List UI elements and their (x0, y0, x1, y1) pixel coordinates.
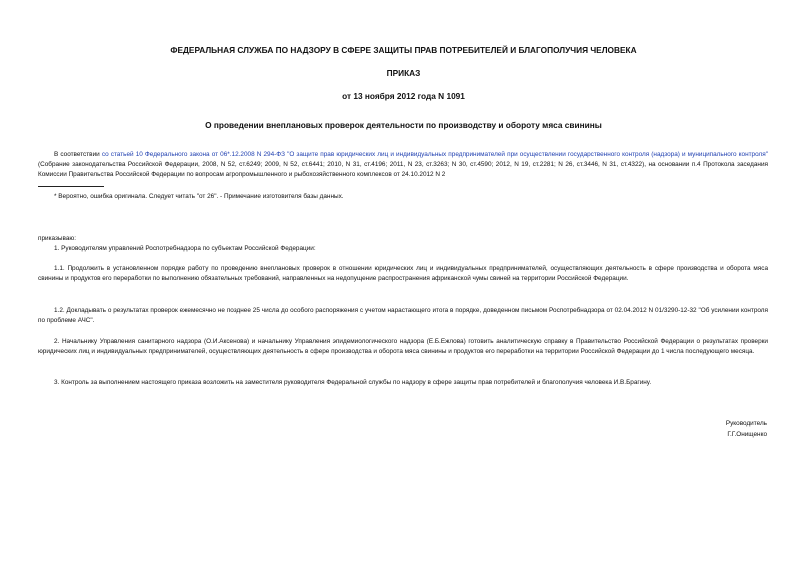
doc-type-heading: ПРИКАЗ (386, 68, 421, 78)
item-1-1: 1.1. Продолжить в установленном порядке работу по проведению внеплановых проверок в отношении юридических лиц и индивидуальных предпринимателей, осуществляющих деятельность в сфере производства и оборота мяса свинины и продуктов его переработки по выполнению обязательных требований, направленных на недопущение распространения африканской чумы свиней на территории Российской Федерации. (38, 265, 768, 283)
order-word: приказываю: (38, 235, 76, 242)
item-2: 2. Начальнику Управления санитарного надзора (О.И.Аксенова) и начальнику Управления эпидемиологического надзора (Е.Б.Ежлова) готовить аналитическую справку в Правительство Российской Федерации о результатах проверки юридических лиц и индивидуальных предпринимателей, осуществляющих деятельность в сфере производства и оборота мяса свинины и продуктов его переработки на территории Российской Федерации до 1 числа последующего месяца. (38, 338, 768, 356)
footnote: * Вероятно, ошибка оригинала. Следует читать "от 26". - Примечание изготовителя базы данных. (54, 193, 344, 200)
law-link[interactable]: со статьей 10 Федерального закона от 06*.12.2008 N 294-ФЗ "О защите прав юридических лиц и индивидуальных предпринимателей при осуществлении государственного контроля (надзора) и муниципального контроля" (101, 151, 768, 158)
preamble-suffix: (Собрание законодательства Российской Федерации, 2008, N 52, ст.6249; 2009, N 52, ст.6441; 2010, N 31, ст.4196; 2011, N 23, ст.3263; N 30, ст.4590; 2012, N 19, ст.2281; N 26, ст.3446, N 31, ст.4322), на основании п.4 Протокола заседания Комиссии Правительства Российской Федерации по вопросам агропромышленного и рыбохозяйственного комплексов от 24.10.2012 N 2 (38, 161, 768, 179)
signature-position: Руководитель (725, 420, 767, 427)
item-3: 3. Контроль за выполнением настоящего приказа возложить на заместителя руководителя Федеральной службы по надзору в сфере защиты прав потребителей и благополучия человека И.В.Брагину. (54, 379, 652, 386)
date-number: от 13 ноября 2012 года N 1091 (342, 91, 465, 101)
signature-name: Г.Г.Онищенко (727, 431, 767, 438)
footnote-divider (38, 186, 104, 187)
item-1-2: 1.2. Докладывать о результатах проверок ежемесячно не позднее 25 числа до особого распоряжения с учетом нарастающего итога в порядке, доведенном письмом Роспотребнадзора от 02.04.2012 N 01/3290-12-32 "Об усилении контроля по проблеме АЧС". (38, 307, 768, 325)
item-1: 1. Руководителям управлений Роспотребнадзора по субъектам Российской Федерации: (54, 245, 316, 252)
preamble-paragraph (38, 150, 768, 181)
preamble-prefix: В соответствии (54, 151, 102, 158)
document-title: О проведении внеплановых проверок деятельности по производству и обороту мяса свинины (205, 120, 602, 130)
agency-heading: ФЕДЕРАЛЬНАЯ СЛУЖБА ПО НАДЗОРУ В СФЕРЕ ЗАЩИТЫ ПРАВ ПОТРЕБИТЕЛЕЙ И БЛАГОПОЛУЧИЯ ЧЕЛОВЕКА (170, 45, 637, 55)
